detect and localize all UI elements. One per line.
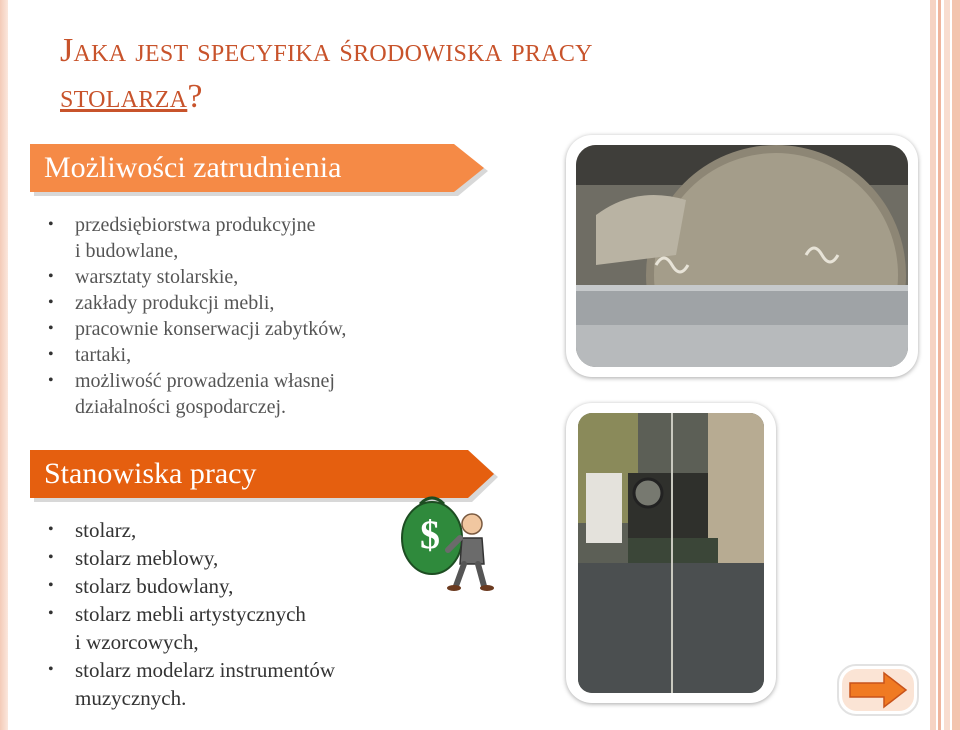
list-item: • stolarz mebli artystycznych i wzorcowych, xyxy=(30,600,480,656)
list-item: • tartaki, xyxy=(30,342,480,368)
band-saw-photo xyxy=(566,403,776,703)
list-item: • przedsiębiorstwa produkcyjne i budowlane, xyxy=(30,212,480,264)
svg-text:$: $ xyxy=(420,512,440,557)
next-slide-button[interactable] xyxy=(836,663,920,717)
title-question-mark: ? xyxy=(187,78,203,115)
list-item: • stolarz budowlany, xyxy=(30,572,480,600)
list-item: • pracownie konserwacji zabytków, xyxy=(30,316,480,342)
list-item: • warsztaty stolarskie, xyxy=(30,264,480,290)
list-item: • możliwość prowadzenia własnej działalności gospodarczej. xyxy=(30,368,480,420)
list-item: • stolarz, xyxy=(30,516,480,544)
section1-heading: Możliwości zatrudnienia xyxy=(44,151,342,184)
table-saw-photo xyxy=(566,135,918,377)
list-item: • stolarz modelarz instrumentów muzycznych. xyxy=(30,656,480,712)
section1-banner xyxy=(30,144,490,192)
right-decor-stripes xyxy=(930,0,960,730)
title-line-1: Jaka jest specyfika środowiska pracy xyxy=(60,32,593,69)
money-bag-man-icon xyxy=(398,488,494,592)
list-item: • zakłady produkcji mebli, xyxy=(30,290,480,316)
title-line-2: stolarza xyxy=(60,78,188,115)
section2-heading: Stanowiska pracy xyxy=(44,457,257,490)
right-arrow-icon xyxy=(836,663,920,717)
left-decor-stripe xyxy=(0,0,8,730)
list-item: • stolarz meblowy, xyxy=(30,544,480,572)
section1-list xyxy=(30,212,480,420)
slide-title xyxy=(60,28,860,120)
